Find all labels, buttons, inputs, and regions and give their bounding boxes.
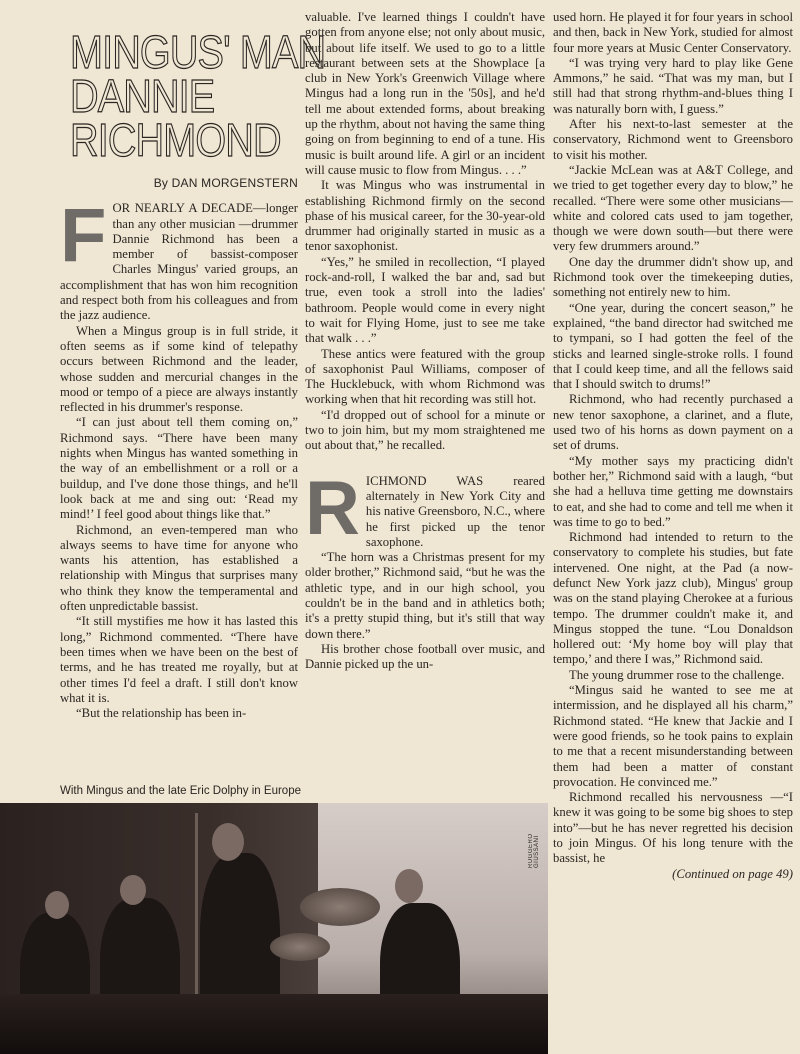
paragraph: “I can just about tell them coming on,” Richmond says. “There have been many nights when Mingus has wanted something in the way of an embellishment or a roll or a buildup, and I've done those things, and he'll look back at me and sing out: ‘Read my mind!’ I feel good about things like that.”: [60, 415, 298, 522]
paragraph: “Mingus said he wanted to see me at intermission, and he displayed all his charm,” Richmond stated. “He knew that Jackie and I were good friends, so he took pains to explain to me that a recent misunderstanding between them had been a matter of constant provocation. He convinced me.”: [553, 683, 793, 789]
lead-smallcaps: OR NEARLY A DECADE: [112, 201, 253, 216]
photo-credit: RUGGERO GIUSSANI: [528, 833, 540, 868]
paragraph: valuable. I've learned things I couldn't have gotten from anyone else; not only about music, but about life itself. We used to go to a little restaurant between sets at the Showplace [a club in New York's Greenwich Village where Mingus had a long run in the '50s], and he'd tell me about extended forms, about breaking up the rhythm, about not having the same thing going on from beginning to end of a tune. His music is built around life. A girl or an incident will cause music to flow from Mingus. . . .”: [305, 10, 545, 177]
byline: By DAN MORGENSTERN: [153, 176, 298, 190]
paragraph: Richmond, who had recently purchased a new tenor saxophone, a clarinet, and a flute, used two of his horns as down payment on a set of drums.: [553, 392, 793, 453]
paragraph: Richmond had intended to return to the conservatory to complete his studies, but fate intervened. One night, at the Pad (a now-defunct New York jazz club), Mingus' group was on the stand playing Cherokee at a furious tempo. The drummer couldn't make it, and Mingus stopped the tune. “Lou Donaldson hollered out: ‘My home boy will play that tempo,’ and there I was,” Richmond said.: [553, 530, 793, 667]
paragraph: Richmond, an even-tempered man who always seems to have time for anyone who wants his attention, has established a relationship with Mingus that surprises many who think they know the temperamental and often unpredictable bassist.: [60, 522, 298, 614]
paragraph: “The horn was a Christmas present for my older brother,” Richmond said, “but he was the athletic type, and in our high school, you couldn't be in the band and in athletics both; it's a pretty stupid thing, but it's still that way down there.”: [305, 550, 545, 641]
paragraph: “I'd dropped out of school for a minute or two to join him, but my mom straightened me out about that,” he recalled.: [305, 407, 545, 453]
section-lead-smallcaps: ICHMOND WAS: [365, 473, 484, 488]
band-photo: [0, 803, 548, 1054]
paragraph: When a Mingus group is in full stride, it often seems as if some kind of telepathy occurs between Richmond and the leader, whose sudden and mercurial changes in the mood or tempo of a piece are always instantly reflected in his drummer's response.: [60, 323, 298, 415]
column-2: [305, 10, 545, 672]
paragraph: After his next-to-last semester at the conservatory, Richmond went to Greensboro to visit his mother.: [553, 117, 793, 162]
section-lead-text: reared alternately in New York City and his native Greensboro, N.C., where he first picked up the tenor saxophone.: [365, 473, 545, 549]
headline-line-2: DANNIE: [70, 70, 215, 122]
paragraph: “One year, during the concert season,” he explained, “the band director had switched me to tympani, so I had gotten the feel of the sticks and learned single-stroke rolls. I found that I could keep time, and all the fellows said that I should switch to drums!”: [553, 300, 793, 392]
dropcap-r: R: [305, 465, 360, 551]
paragraph: “My mother says my practicing didn't bother her,” Richmond said with a laugh, “but she had a helluva time getting me downstairs to eat, and she had to come and tell me when it was time to go to bed.”: [553, 453, 793, 529]
continued-note: (Continued on page 49): [672, 866, 793, 881]
paragraph: “It still mystifies me how it has lasted this long,” Richmond commented. “There have been times when we have been on the best of terms, and he has treated me royally, but at other times I'd feel a draft. I still don't know what it is.: [60, 614, 298, 705]
headline-line-3: RICHMOND: [70, 114, 281, 166]
paragraph: “I was trying very hard to play like Gene Ammons,” he said. “That was my man, but I still had that strong rhythm-and-blues thing I was naturally born with, I guess.”: [553, 55, 793, 116]
column-1: [60, 10, 326, 721]
paragraph: “But the relationship has been in-: [76, 706, 247, 721]
paragraph: It was Mingus who was instrumental in establishing Richmond firmly on the second phase of his musical career, for the 30-year-old drummer had originally started in music as a tenor saxophonist.: [305, 178, 545, 254]
lead-text: —longer than any other musician —drummer Dannie Richmond has been a member of bassist-composer Charles Mingus' varied groups, an accomplishment that has won him recognition and respect both from his colleagues and from the jazz audience.: [60, 201, 298, 323]
paragraph: “Yes,” he smiled in recollection, “I played rock-and-roll, I walked the bar and, sad but true, even took a stroll into the ladies' bathroom. People would come in every night to wait for Flying Home, just to see me take that walk . . .”: [305, 254, 545, 346]
lead-paragraph: [60, 193, 298, 323]
paragraph: Richmond recalled his nervousness —“I knew it was going to be some big shoes to step into”—but he has never regretted his decision to join Mingus. Of his long tenure with the bassist, he: [553, 790, 793, 866]
column-3: [553, 10, 793, 882]
paragraph: These antics were featured with the group of saxophonist Paul Williams, composer of The Hucklebuck, with whom Richmond was working when that hit recording was still hot.: [305, 346, 545, 407]
photo-caption: With Mingus and the late Eric Dolphy in Europe: [60, 785, 301, 797]
paragraph: used horn. He played it for four years in school and then, back in New York, studied for almost four more years at Music Center Conservatory.: [553, 10, 793, 55]
dropcap-f: F: [60, 193, 107, 279]
paragraph: His brother chose football over music, and Dannie picked up the un-: [305, 641, 545, 672]
paragraph: One day the drummer didn't show up, and Richmond took over the timekeeping duties, something not entirely new to him.: [553, 254, 793, 300]
section-lead-paragraph: [305, 465, 545, 551]
headline: [70, 26, 326, 166]
headline-line-1: MINGUS' MAN: [70, 26, 326, 78]
paragraph: The young drummer rose to the challenge.: [569, 667, 785, 682]
paragraph: “Jackie McLean was at A&T College, and we tried to get together every day to blow,” he recalled. “There were some other musicians—white and colored cats used to jam together, though we were down south—but there were very few drummers around.”: [553, 162, 793, 254]
